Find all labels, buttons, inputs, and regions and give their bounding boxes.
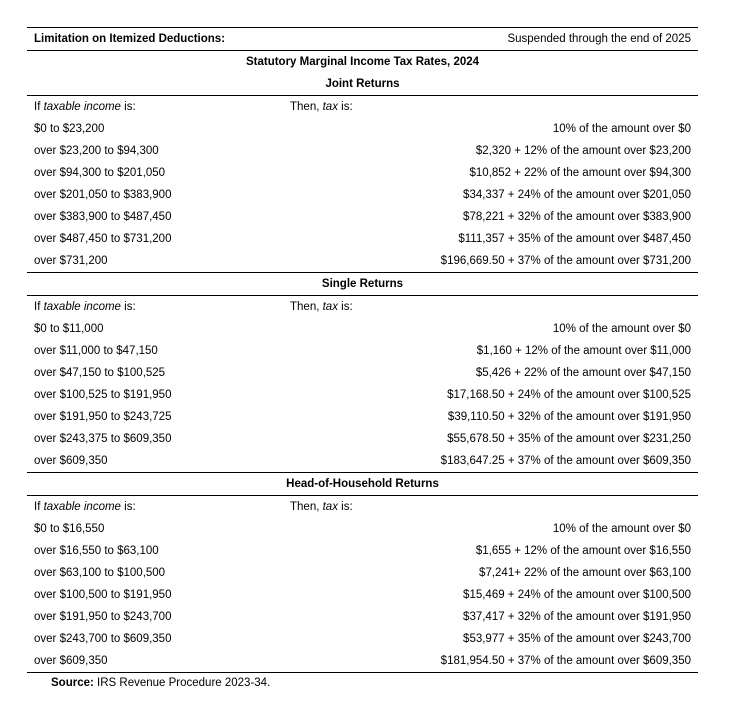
tax-formula: $111,357 + 35% of the amount over $487,450 <box>458 233 691 245</box>
income-range: over $23,200 to $94,300 <box>34 145 159 157</box>
income-header-emph: taxable income <box>43 301 121 313</box>
table-row <box>27 140 698 162</box>
table-row <box>27 384 698 406</box>
income-range: over $383,900 to $487,450 <box>34 211 172 223</box>
income-range: over $609,350 <box>34 655 108 667</box>
tax-formula: $1,160 + 12% of the amount over $11,000 <box>476 345 691 357</box>
column-header-row <box>27 96 698 118</box>
income-range: over $243,375 to $609,350 <box>34 433 172 445</box>
source-note <box>51 677 270 689</box>
income-range: over $191,950 to $243,725 <box>34 411 172 423</box>
income-range: $0 to $16,550 <box>34 523 105 535</box>
table-row <box>27 518 698 540</box>
tax-formula: $181,954.50 + 37% of the amount over $609,350 <box>440 655 691 667</box>
income-range: over $191,950 to $243,700 <box>34 611 172 623</box>
tax-formula: $17,168.50 + 24% of the amount over $100,525 <box>447 389 691 401</box>
income-range: over $609,350 <box>34 455 108 467</box>
tax-header-emph: tax <box>322 101 338 113</box>
column-header-row <box>27 496 698 518</box>
itemized-deductions-label: Limitation on Itemized Deductions: <box>34 33 226 45</box>
section-joint-returns <box>27 73 698 273</box>
income-range: over $487,450 to $731,200 <box>34 233 172 245</box>
tax-formula: $2,320 + 12% of the amount over $23,200 <box>475 145 691 157</box>
table-row <box>27 250 698 272</box>
income-column-header <box>34 101 136 113</box>
section-title: Single Returns <box>321 278 404 290</box>
income-range: over $47,150 to $100,525 <box>34 367 166 379</box>
income-range: over $201,050 to $383,900 <box>34 189 172 201</box>
table-row <box>27 362 698 384</box>
income-range: over $100,500 to $191,950 <box>34 589 172 601</box>
source-text: IRS Revenue Procedure 2023-34. <box>93 677 271 689</box>
tax-formula: $37,417 + 32% of the amount over $191,950 <box>463 611 691 623</box>
tax-formula: $1,655 + 12% of the amount over $16,550 <box>475 545 691 557</box>
table-row <box>27 228 698 250</box>
table-row <box>27 340 698 362</box>
source-label: Source: <box>51 677 94 689</box>
income-header-prefix: If <box>34 101 44 113</box>
table-row <box>27 184 698 206</box>
table-row <box>27 606 698 628</box>
tax-formula: $15,469 + 24% of the amount over $100,500 <box>463 589 691 601</box>
tax-header-suffix: is: <box>337 301 353 313</box>
table-row <box>27 162 698 184</box>
table-row <box>27 584 698 606</box>
column-header-row <box>27 296 698 318</box>
income-range: over $63,100 to $100,500 <box>34 567 166 579</box>
table-row <box>27 318 698 340</box>
tax-formula: $34,337 + 24% of the amount over $201,050 <box>463 189 691 201</box>
table-row <box>27 206 698 228</box>
tax-formula: $78,221 + 32% of the amount over $383,900 <box>463 211 691 223</box>
tax-header-prefix: Then, <box>290 301 323 313</box>
table-row <box>27 650 698 672</box>
table-row <box>27 406 698 428</box>
tax-column-header <box>290 101 353 113</box>
table-row <box>27 450 698 472</box>
income-range: over $731,200 <box>34 255 108 267</box>
table-row <box>27 540 698 562</box>
income-range: over $11,000 to $47,150 <box>34 345 158 357</box>
tax-header-emph: tax <box>322 501 338 513</box>
tax-formula: $196,669.50 + 37% of the amount over $731,200 <box>440 255 691 267</box>
income-column-header <box>34 301 136 313</box>
section-head-of-household-returns <box>27 473 698 673</box>
income-range: over $243,700 to $609,350 <box>34 633 172 645</box>
tax-header-emph: tax <box>322 301 338 313</box>
table-row <box>27 118 698 140</box>
tax-formula: 10% of the amount over $0 <box>552 123 691 135</box>
tax-header-suffix: is: <box>337 501 353 513</box>
itemized-deductions-status: Suspended through the end of 2025 <box>507 33 691 45</box>
tax-formula: $55,678.50 + 35% of the amount over $231,250 <box>447 433 691 445</box>
tax-column-header <box>290 301 353 313</box>
tax-formula: $53,977 + 35% of the amount over $243,700 <box>463 633 691 645</box>
income-header-suffix: is: <box>120 501 136 513</box>
income-header-prefix: If <box>34 301 44 313</box>
tax-formula: $39,110.50 + 32% of the amount over $191,950 <box>447 411 691 423</box>
table-row <box>27 562 698 584</box>
income-header-emph: taxable income <box>43 501 121 513</box>
section-end-rule <box>27 672 698 673</box>
income-range: over $16,550 to $63,100 <box>34 545 159 557</box>
tax-formula: $183,647.25 + 37% of the amount over $609,350 <box>440 455 691 467</box>
income-range: $0 to $23,200 <box>34 123 105 135</box>
itemized-deductions-row <box>27 28 698 50</box>
income-range: over $94,300 to $201,050 <box>34 167 166 179</box>
tax-header-suffix: is: <box>337 101 353 113</box>
sections-container <box>27 73 698 673</box>
income-header-emph: taxable income <box>43 101 121 113</box>
table-row <box>27 628 698 650</box>
table-title: Statutory Marginal Income Tax Rates, 2024 <box>245 56 480 68</box>
section-title: Joint Returns <box>325 78 400 90</box>
tax-formula: 10% of the amount over $0 <box>552 523 691 535</box>
section-title: Head-of-Household Returns <box>286 478 439 490</box>
tax-column-header <box>290 501 353 513</box>
tax-rate-table <box>27 27 698 673</box>
tax-header-prefix: Then, <box>290 501 323 513</box>
income-header-suffix: is: <box>120 101 136 113</box>
tax-formula: $7,241+ 22% of the amount over $63,100 <box>479 567 691 579</box>
income-column-header <box>34 501 136 513</box>
tax-formula: 10% of the amount over $0 <box>552 323 691 335</box>
income-range: $0 to $11,000 <box>34 323 104 335</box>
table-row <box>27 428 698 450</box>
tax-formula: $10,852 + 22% of the amount over $94,300 <box>469 167 691 179</box>
tax-formula: $5,426 + 22% of the amount over $47,150 <box>475 367 691 379</box>
tax-header-prefix: Then, <box>290 101 323 113</box>
income-header-suffix: is: <box>120 301 136 313</box>
section-single-returns <box>27 273 698 473</box>
income-header-prefix: If <box>34 501 44 513</box>
income-range: over $100,525 to $191,950 <box>34 389 172 401</box>
